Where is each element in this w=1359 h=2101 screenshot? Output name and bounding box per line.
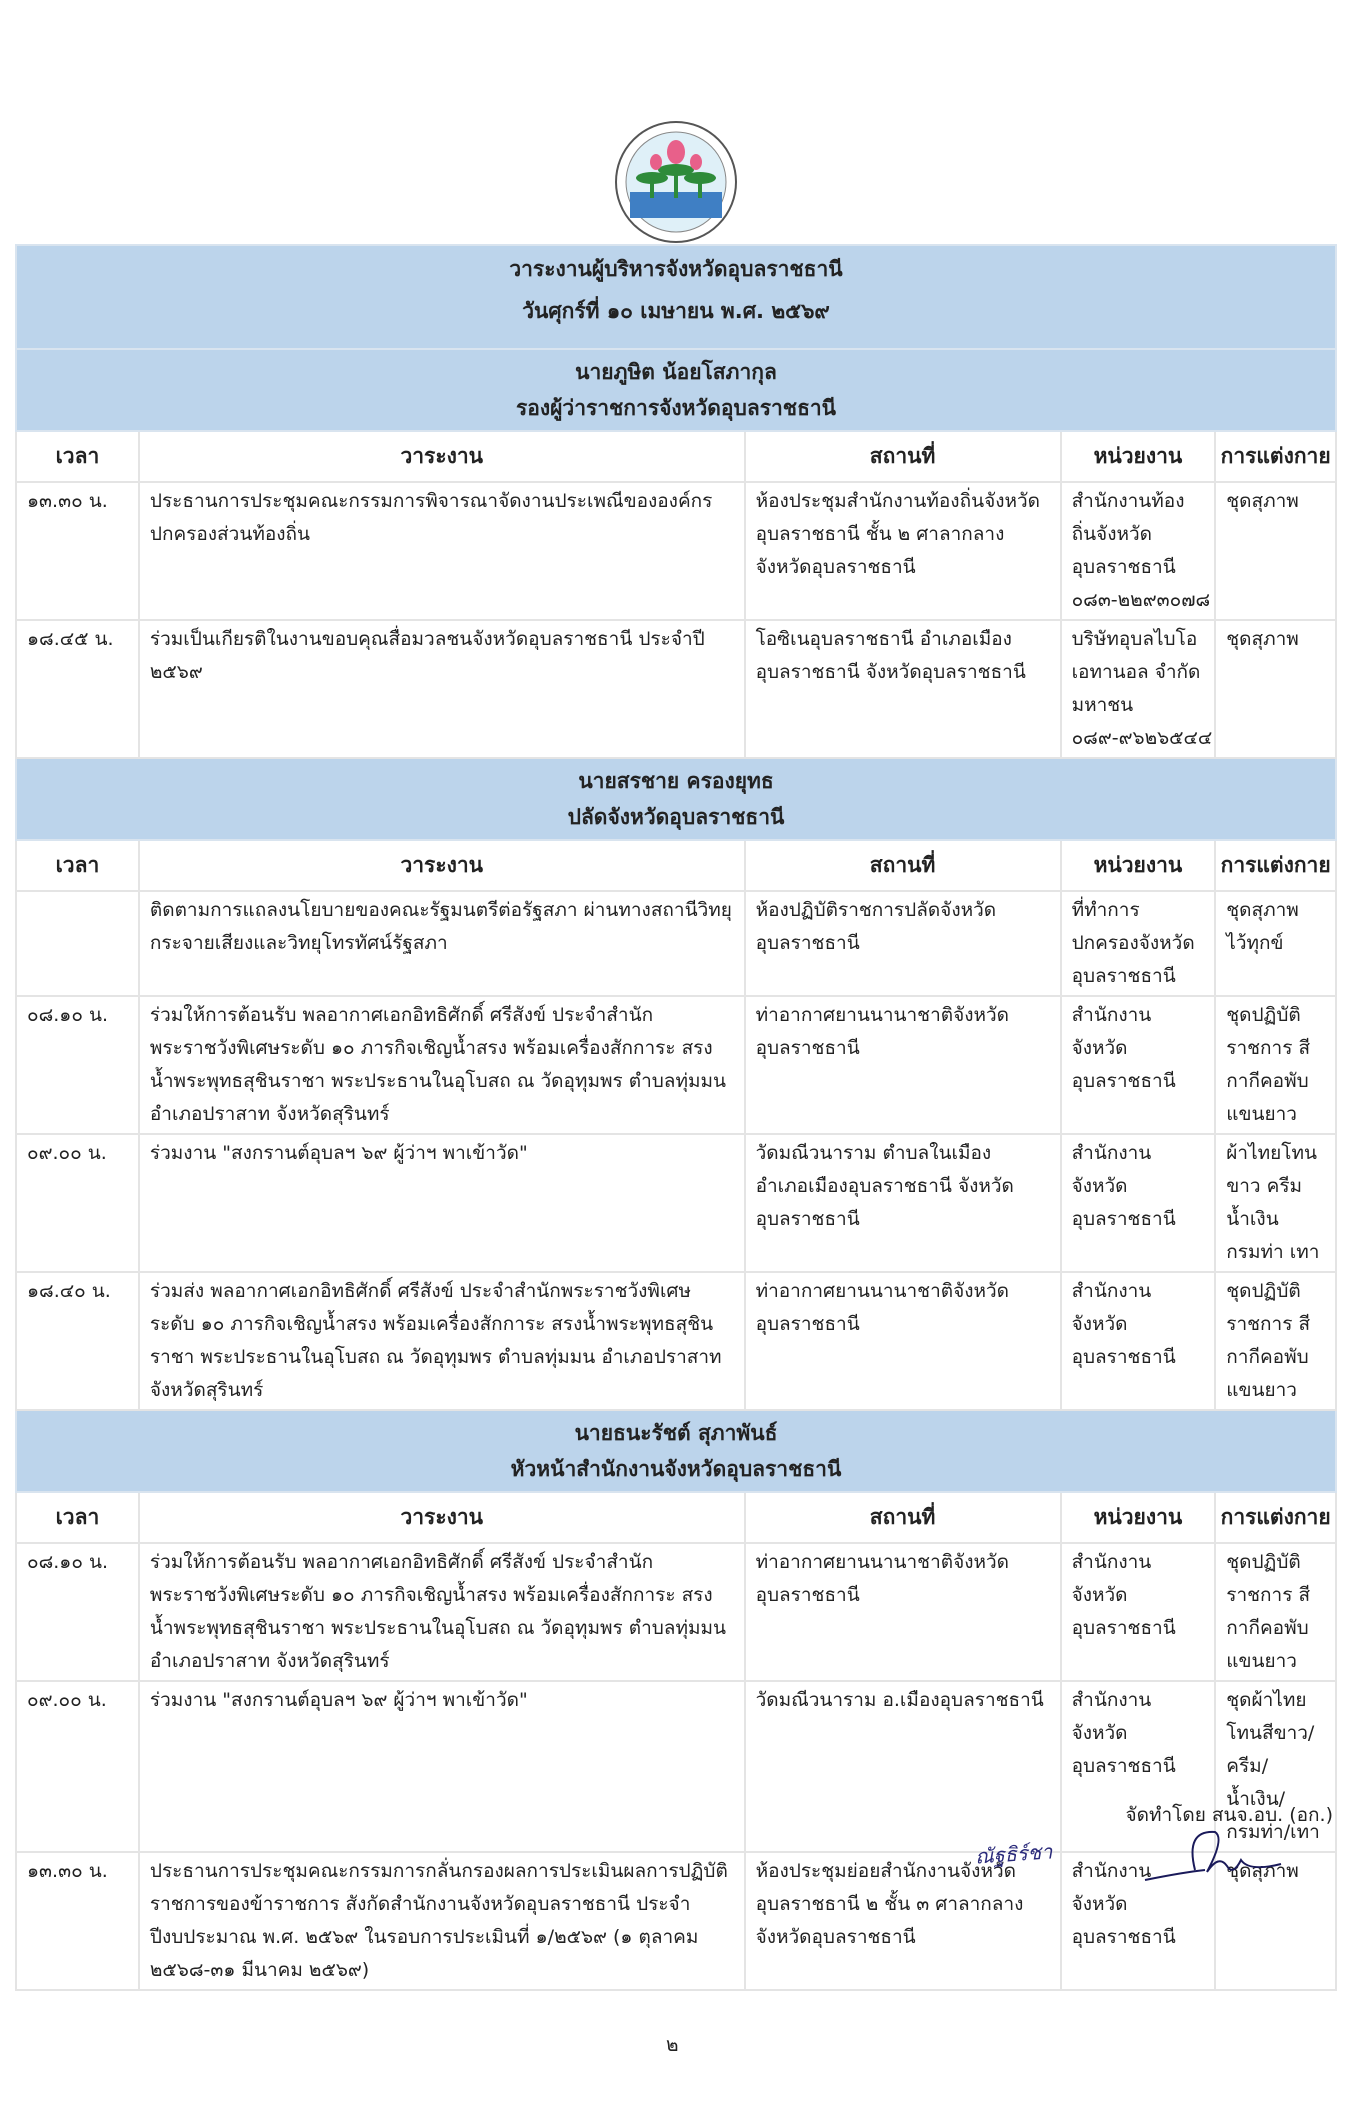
column-header-place: สถานที่ [745, 1492, 1061, 1543]
official-header-cell [16, 349, 1336, 431]
cell-time: ๑๓.๓๐ น. [16, 1852, 139, 1990]
column-header-row [16, 1492, 1336, 1543]
cell-dress: ชุดสุภาพ [1215, 620, 1336, 758]
official-header-cell [16, 1410, 1336, 1492]
page-number: ๒ [666, 2034, 679, 2056]
column-header-agenda: วาระงาน [139, 1492, 745, 1543]
cell-dress: ชุดปฏิบัติราชการ สีกากีคอพับแขนยาว [1215, 1543, 1336, 1681]
official-name: นายสรชาย ครองยุทธ [578, 769, 774, 793]
column-header-agenda: วาระงาน [139, 840, 745, 891]
cell-place: ท่าอากาศยานนานาชาติจังหวัดอุบลราชธานี [745, 996, 1061, 1134]
cell-agenda: ร่วมส่ง พลอากาศเอกอิทธิศักดิ์ ศรีสังข์ ประจำสำนักพระราชวังพิเศษระดับ ๑๐ ภารกิจเชิญน้ำสรง พร้อมเครื่องสักการะ สรงน้ำพระพุทธสุชินราชา พระประธานในอุโบสถ ณ วัดอุทุมพร ตำบลทุ่มมน อำเภอปราสาท จังหวัดสุรินทร์ [139, 1272, 745, 1410]
cell-time: ๑๓.๓๐ น. [16, 482, 139, 620]
signature [1140, 1820, 1290, 1894]
official-header-band [16, 349, 1336, 431]
column-header-time: เวลา [16, 840, 139, 891]
cell-time: ๐๘.๑๐ น. [16, 996, 139, 1134]
cell-agenda: ร่วมงาน "สงกรานต์อุบลฯ ๖๙ ผู้ว่าฯ พาเข้าวัด" [139, 1134, 745, 1272]
table-row [16, 482, 1336, 620]
column-header-agenda: วาระงาน [139, 431, 745, 482]
cell-unit: สำนักงานจังหวัดอุบลราชธานี [1061, 1134, 1216, 1272]
official-position: ปลัดจังหวัดอุบลราชธานี [567, 805, 785, 829]
cell-agenda: ประธานการประชุมคณะกรรมการกลั่นกรองผลการประเมินผลการปฏิบัติราชการของข้าราชการ สังกัดสำนักงานจังหวัดอุบลราชธานี ประจำปีงบประมาณ พ.ศ. ๒๕๖๙ ในรอบการประเมินที่ ๑/๒๕๖๙ (๑ ตุลาคม ๒๕๖๘-๓๑ มีนาคม ๒๕๖๙) [139, 1852, 745, 1990]
table-row [16, 1852, 1336, 1990]
cell-dress: ชุดปฏิบัติราชการ สีกากีคอพับแขนยาว [1215, 1272, 1336, 1410]
cell-dress: ชุดสุภาพ [1215, 482, 1336, 620]
column-header-time: เวลา [16, 1492, 139, 1543]
official-header-band [16, 1410, 1336, 1492]
cell-unit: สำนักงานจังหวัดอุบลราชธานี [1061, 1852, 1216, 1990]
cell-place: ห้องประชุมย่อยสำนักงานจังหวัดอุบลราชธานี ๒ ชั้น ๓ ศาลากลางจังหวัดอุบลราชธานี [745, 1852, 1061, 1990]
cell-agenda: ร่วมงาน "สงกรานต์อุบลฯ ๖๙ ผู้ว่าฯ พาเข้าวัด" [139, 1681, 745, 1852]
cell-unit: สำนักงานจังหวัดอุบลราชธานี [1061, 996, 1216, 1134]
table-row [16, 1543, 1336, 1681]
cell-place: วัดมณีวนาราม อ.เมืองอุบลราชธานี [745, 1681, 1061, 1852]
cell-time: ๐๙.๐๐ น. [16, 1134, 139, 1272]
cell-agenda: ประธานการประชุมคณะกรรมการพิจารณาจัดงานประเพณีขององค์กรปกครองส่วนท้องถิ่น [139, 482, 745, 620]
column-header-dress: การแต่งกาย [1215, 1492, 1336, 1543]
column-header-row [16, 840, 1336, 891]
official-header-cell [16, 758, 1336, 840]
cell-unit: สำนักงานท้องถิ่นจังหวัด อุบลราชธานี ๐๘๓-๒๒๙๓๐๗๘ [1061, 482, 1216, 620]
column-header-dress: การแต่งกาย [1215, 431, 1336, 482]
official-position: หัวหน้าสำนักงานจังหวัดอุบลราชธานี [510, 1457, 842, 1481]
table-row [16, 1134, 1336, 1272]
official-header-band [16, 758, 1336, 840]
column-header-place: สถานที่ [745, 431, 1061, 482]
table-row [16, 891, 1336, 996]
table-row [16, 996, 1336, 1134]
column-header-unit: หน่วยงาน [1061, 840, 1216, 891]
official-name: นายธนะรัชต์ สุภาพันธ์ [574, 1421, 778, 1445]
column-header-unit: หน่วยงาน [1061, 431, 1216, 482]
column-header-place: สถานที่ [745, 840, 1061, 891]
cell-dress: ชุดสุภาพ ไว้ทุกข์ [1215, 891, 1336, 996]
cell-unit: สำนักงานจังหวัดอุบลราชธานี [1061, 1272, 1216, 1410]
official-position: รองผู้ว่าราชการจังหวัดอุบลราชธานี [515, 396, 837, 420]
cell-time: ๐๘.๑๐ น. [16, 1543, 139, 1681]
cell-place: ห้องปฏิบัติราชการปลัดจังหวัดอุบลราชธานี [745, 891, 1061, 996]
cell-place: ห้องประชุมสำนักงานท้องถิ่นจังหวัดอุบลราชธานี ชั้น ๒ ศาลากลางจังหวัดอุบลราชธานี [745, 482, 1061, 620]
cell-dress: ชุดปฏิบัติราชการ สีกากีคอพับแขนยาว [1215, 996, 1336, 1134]
schedule-table [15, 244, 1337, 1991]
column-header-time: เวลา [16, 431, 139, 482]
cell-time: ๑๘.๔๕ น. [16, 620, 139, 758]
column-header-row [16, 431, 1336, 482]
cell-place: ท่าอากาศยานนานาชาติจังหวัดอุบลราชธานี [745, 1543, 1061, 1681]
cell-dress: ชุดผ้าไทยโทนสีขาว/ครีม/น้ำเงิน/กรมท่า/เทา [1215, 1681, 1336, 1852]
cell-unit: สำนักงานจังหวัดอุบลราชธานี [1061, 1543, 1216, 1681]
cell-dress: ชุดสุภาพ [1215, 1852, 1336, 1990]
cell-agenda: ติดตามการแถลงนโยบายของคณะรัฐมนตรีต่อรัฐสภา ผ่านทางสถานีวิทยุกระจายเสียงและวิทยุโทรทัศน์รัฐสภา [139, 891, 745, 996]
cell-time: ๑๘.๔๐ น. [16, 1272, 139, 1410]
cell-agenda: ร่วมให้การต้อนรับ พลอากาศเอกอิทธิศักดิ์ ศรีสังข์ ประจำสำนักพระราชวังพิเศษระดับ ๑๐ ภารกิจเชิญน้ำสรง พร้อมเครื่องสักการะ สรงน้ำพระพุทธสุชินราชา พระประธานในอุโบสถ ณ วัดอุทุมพร ตำบลทุ่มมน อำเภอปราสาท จังหวัดสุรินทร์ [139, 996, 745, 1134]
prepared-by-credit: จัดทำโดย สนจ.อบ. (อก.) [1125, 1804, 1333, 1826]
cell-unit: บริษัทอุบลไบโอเอทานอล จำกัด มหาชน ๐๘๙-๙๖๒๖๕๔๔ [1061, 620, 1216, 758]
document-title-band [16, 245, 1336, 349]
official-name: นายภูษิต น้อยโสภากุล [575, 360, 777, 384]
cell-dress: ผ้าไทยโทนขาว ครีม น้ำเงิน กรมท่า เทา [1215, 1134, 1336, 1272]
table-row [16, 620, 1336, 758]
cell-place: โอซิเนอุบลราชธานี อำเภอเมืองอุบลราชธานี จังหวัดอุบลราชธานี [745, 620, 1061, 758]
cell-unit: สำนักงานจังหวัดอุบลราชธานี [1061, 1681, 1216, 1852]
signature-initials: ณัฐธิร์ชา [974, 1839, 1054, 1869]
document-title: วาระงานผู้บริหารจังหวัดอุบลราชธานี [509, 257, 843, 281]
cell-agenda: ร่วมเป็นเกียรติในงานขอบคุณสื่อมวลชนจังหวัดอุบลราชธานี ประจำปี ๒๕๖๙ [139, 620, 745, 758]
cell-place: ท่าอากาศยานนานาชาติจังหวัดอุบลราชธานี [745, 1272, 1061, 1410]
cell-place: วัดมณีวนาราม ตำบลในเมือง อำเภอเมืองอุบลราชธานี จังหวัดอุบลราชธานี [745, 1134, 1061, 1272]
cell-time: ๐๙.๐๐ น. [16, 1681, 139, 1852]
column-header-unit: หน่วยงาน [1061, 1492, 1216, 1543]
cell-unit: ที่ทำการปกครองจังหวัด อุบลราชธานี [1061, 891, 1216, 996]
table-row [16, 1272, 1336, 1410]
province-seal-logo [612, 118, 740, 246]
cell-agenda: ร่วมให้การต้อนรับ พลอากาศเอกอิทธิศักดิ์ ศรีสังข์ ประจำสำนักพระราชวังพิเศษระดับ ๑๐ ภารกิจเชิญน้ำสรง พร้อมเครื่องสักการะ สรงน้ำพระพุทธสุชินราชา พระประธานในอุโบสถ ณ วัดอุทุมพร ตำบลทุ่มมน อำเภอปราสาท จังหวัดสุรินทร์ [139, 1543, 745, 1681]
document-date: วันศุกร์ที่ ๑๐ เมษายน พ.ศ. ๒๕๖๙ [522, 299, 830, 323]
column-header-dress: การแต่งกาย [1215, 840, 1336, 891]
cell-time [16, 891, 139, 996]
